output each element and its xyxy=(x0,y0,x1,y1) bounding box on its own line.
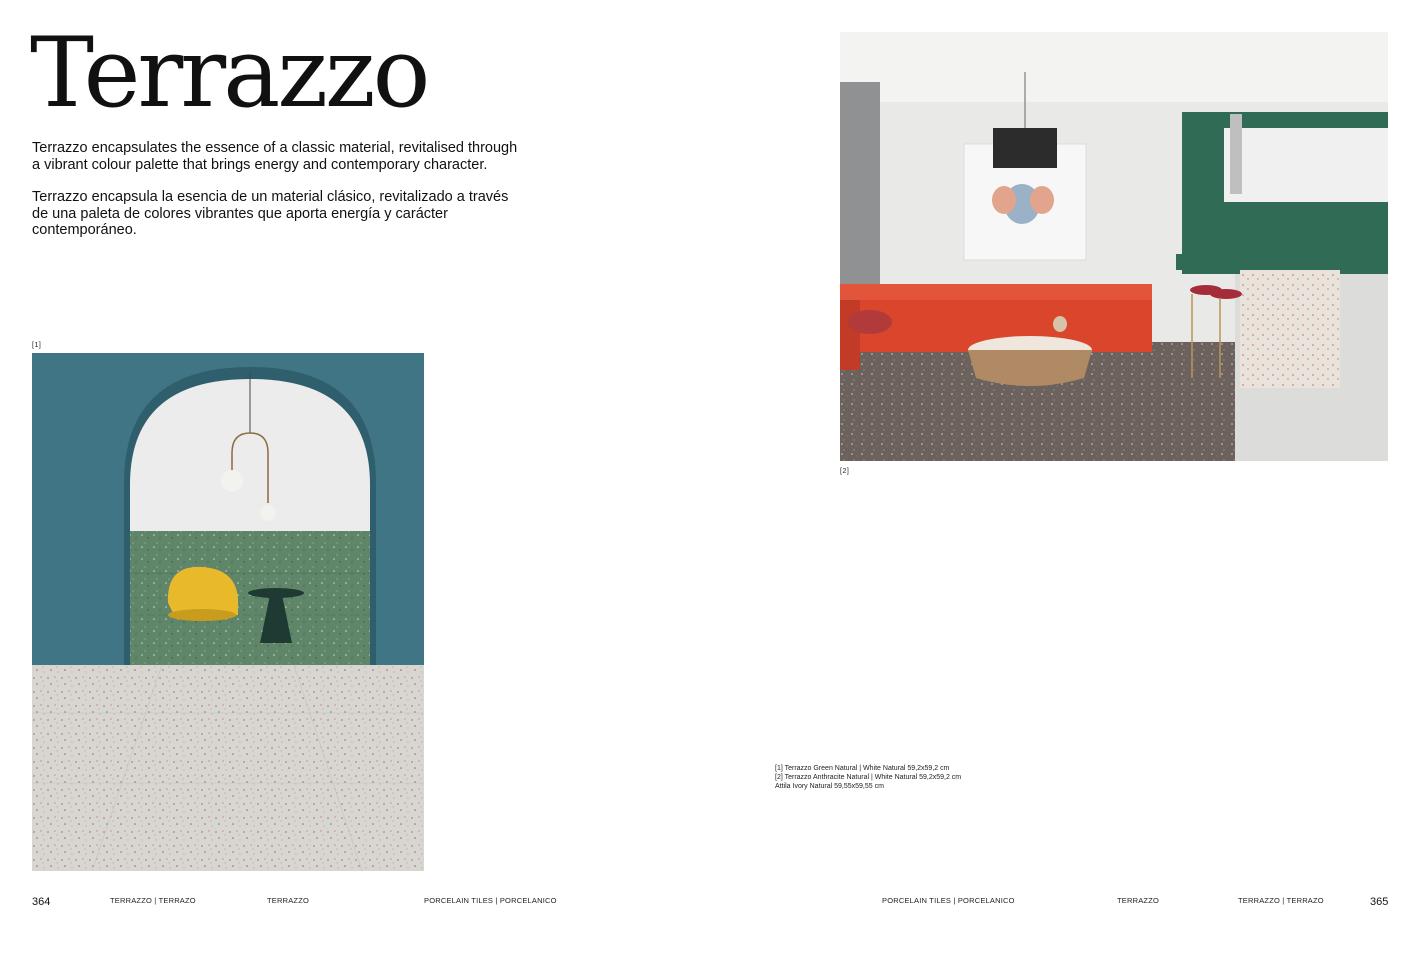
left-page-number: 364 xyxy=(32,896,51,908)
footer-right-item-1: PORCELAIN TILES | PORCELANICO xyxy=(882,896,1015,905)
figure-1-photo xyxy=(32,353,424,871)
figure-1-label: [1] xyxy=(32,342,42,349)
footer-right-item-3: TERRAZZO | TERRAZO xyxy=(1238,896,1324,905)
figure-2-label: [2] xyxy=(840,468,850,475)
intro-text xyxy=(32,140,522,255)
footer-left-item-2: TERRAZZO xyxy=(267,896,310,905)
footer-left-item-3: PORCELAIN TILES | PORCELANICO xyxy=(424,896,557,905)
caption-3: Attila Ivory Natural 59,55x59,55 cm xyxy=(775,783,884,790)
intro-english: Terrazzo encapsulates the essence of a classic material, revitalised through a vibrant colour palette that brings energy and contemporary character. xyxy=(32,140,518,173)
footer-right-item-2: TERRAZZO xyxy=(1117,896,1160,905)
intro-spanish: Terrazzo encapsula la esencia de un material clásico, revitalizado a través de una paleta de colores vibrantes que aporta energía y carácter contemporáneo. xyxy=(32,189,509,238)
footer-left-item-1: TERRAZZO | TERRAZO xyxy=(110,896,196,905)
caption-2: [2] Terrazzo Anthracite Natural | White Natural 59,2x59,2 cm xyxy=(775,774,962,781)
image-captions xyxy=(775,764,961,791)
caption-1: [1] Terrazzo Green Natural | White Natural 59,2x59,2 cm xyxy=(775,765,950,772)
figure-2-photo xyxy=(840,32,1388,461)
right-page-number: 365 xyxy=(1370,896,1389,908)
page-title: Terrazzo xyxy=(30,17,428,129)
